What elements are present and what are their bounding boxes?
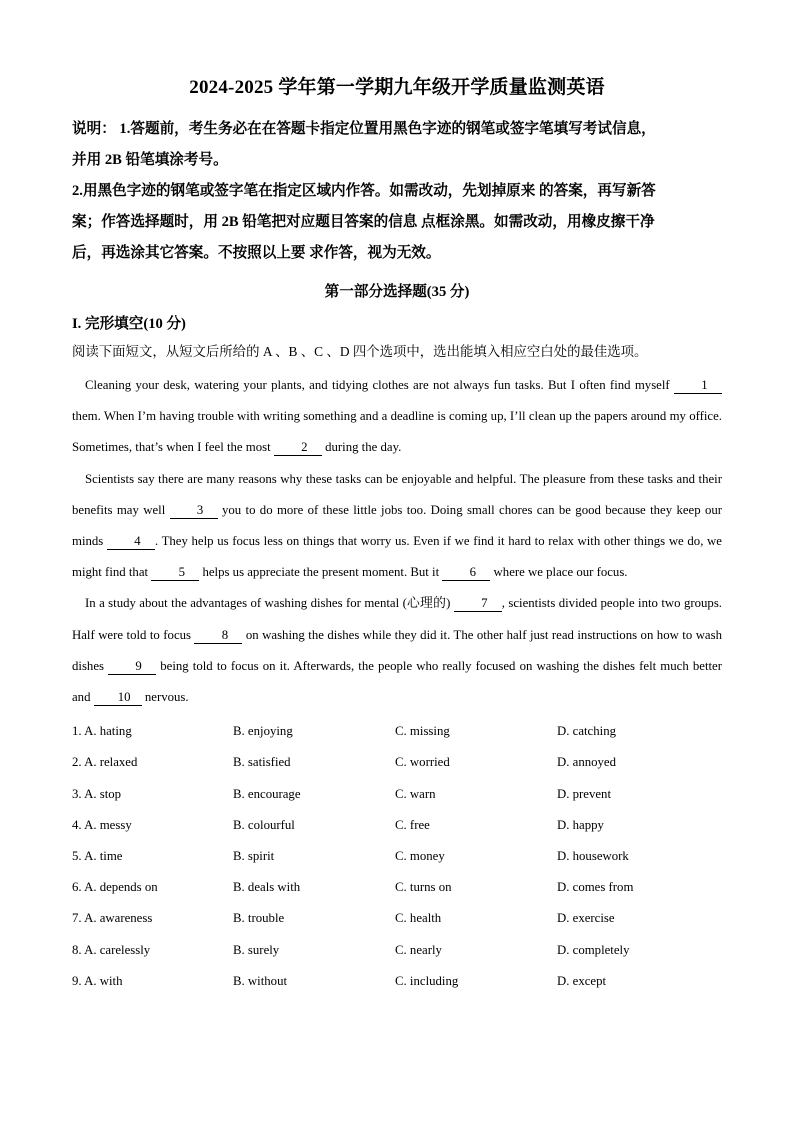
passage-paragraph-2 [72, 464, 722, 589]
option-c: C. turns on [395, 880, 452, 895]
instruction-line: 案；作答选择题时，用 2B 铅笔把对应题目答案的信息 点框涂黑。如需改动，用橡皮擦干净 [72, 214, 655, 230]
option-b: B. satisfied [233, 755, 291, 770]
option-b: B. enjoying [233, 724, 293, 739]
passage-paragraph-3 [72, 588, 722, 713]
option-row [72, 779, 722, 810]
passage-text: during the day. [321, 440, 402, 455]
blank-1: 1 [674, 378, 722, 394]
passage-text: where we place our focus. [490, 565, 628, 580]
section-title: 第一部分选择题(35 分) [324, 284, 470, 300]
option-b: B. trouble [233, 911, 285, 926]
blank-9: 9 [108, 659, 156, 675]
option-d: D. happy [557, 817, 604, 832]
passage-text: , scientists divided people into two groups. Half were told to focus [72, 596, 722, 642]
blank-7: 7 [454, 596, 502, 612]
option-row [72, 841, 722, 872]
option-c: C. nearly [395, 942, 442, 957]
blank-2: 2 [274, 440, 322, 456]
passage-text: being told to focus on it. Afterwards, the people who really focused on washing the dishes felt much better and [72, 658, 722, 705]
option-row [72, 903, 722, 934]
option-b: B. without [233, 973, 288, 988]
directions: 阅读下面短文，从短文后所给的 A 、B 、C 、D 四个选项中，选出能填入相应空白处的最佳选项。 [72, 344, 648, 359]
passage-text: . They help us focus less on things that worry us. Even if we find it hard to relax with other things we do, we might find that [72, 534, 722, 580]
passage-text: In a study about the advantages of washing dishes for mental (心理的) [85, 596, 454, 611]
option-d: D. annoyed [557, 755, 616, 770]
blank-10: 10 [94, 690, 142, 706]
instruction-line: 后，再选涂其它答案。不按照以上要 求作答，视为无效。 [72, 245, 441, 261]
instruction-line: 说明： 1.答题前，考生务必在在答题卡指定位置用黑色字迹的钢笔或签字笔填写考试信息， [72, 121, 656, 137]
passage-text: on washing the dishes while they did it. The other half just read instructions on how to wash dishes [72, 627, 722, 673]
option-a: 5. A. time [72, 849, 123, 864]
option-a: 4. A. messy [72, 817, 132, 832]
option-c: C. worried [395, 755, 450, 770]
exam-page [72, 76, 722, 997]
cloze-passage [72, 370, 722, 713]
option-row [72, 810, 722, 841]
option-row [72, 716, 722, 747]
instruction-line: 2.用黑色字迹的钢笔或签字笔在指定区域内作答。如需改动，先划掉原来 的答案，再写新答 [72, 183, 656, 199]
option-a: 9. A. with [72, 973, 123, 988]
option-b: B. spirit [233, 849, 275, 864]
blank-5: 5 [151, 565, 199, 581]
passage-text: Cleaning your desk, watering your plants, and tidying clothes are not always fun tasks. But I often find myself [85, 378, 674, 392]
option-d: D. prevent [557, 786, 612, 801]
passage-text: you to do more of these little jobs too. Doing small chores can be good because they keep our minds [72, 502, 723, 549]
option-c: C. health [395, 911, 442, 926]
passage-paragraph-1 [72, 370, 722, 464]
option-row [72, 966, 722, 997]
option-c: C. including [395, 973, 459, 988]
option-a: 1. A. hating [72, 724, 132, 739]
option-a: 6. A. depends on [72, 880, 158, 895]
option-d: D. exercise [557, 911, 615, 926]
option-a: 7. A. awareness [72, 911, 153, 926]
blank-8: 8 [194, 628, 242, 644]
option-row [72, 872, 722, 903]
option-b: B. colourful [233, 817, 295, 832]
passage-text: helps us appreciate the present moment. But it [199, 565, 443, 580]
blank-4: 4 [107, 534, 155, 550]
option-b: B. deals with [233, 880, 301, 895]
option-row [72, 935, 722, 966]
instruction-line: 并用 2B 铅笔填涂考号。 [72, 152, 228, 168]
passage-text: them. When I’m having trouble with writing something and a deadline is coming up, I’ll clean up the papers around my office. Sometimes, that’s when I feel the most [72, 409, 722, 455]
option-d: D. comes from [557, 880, 634, 895]
option-b: B. encourage [233, 786, 301, 801]
option-d: D. completely [557, 942, 630, 957]
part-title: I. 完形填空(10 分) [72, 316, 186, 332]
option-a: 8. A. carelessly [72, 942, 151, 957]
option-c: C. money [395, 849, 445, 864]
option-row [72, 747, 722, 778]
option-b: B. surely [233, 942, 280, 957]
blank-6: 6 [442, 565, 490, 581]
option-c: C. missing [395, 724, 450, 739]
option-c: C. warn [395, 786, 436, 801]
passage-text: Scientists say there are many reasons why these tasks can be enjoyable and helpful. The pleasure from these tasks and their benefits may well [72, 471, 722, 517]
exam-title: 2024-2025 学年第一学期九年级开学质量监测英语 [189, 77, 605, 98]
option-c: C. free [395, 817, 430, 832]
blank-3: 3 [170, 503, 218, 519]
option-d: D. except [557, 973, 607, 988]
answer-options [72, 716, 722, 997]
option-a: 3. A. stop [72, 786, 122, 801]
option-d: D. housework [557, 849, 629, 864]
instructions [72, 114, 722, 269]
option-a: 2. A. relaxed [72, 755, 138, 770]
passage-text: nervous. [141, 690, 189, 705]
option-d: D. catching [557, 724, 616, 739]
